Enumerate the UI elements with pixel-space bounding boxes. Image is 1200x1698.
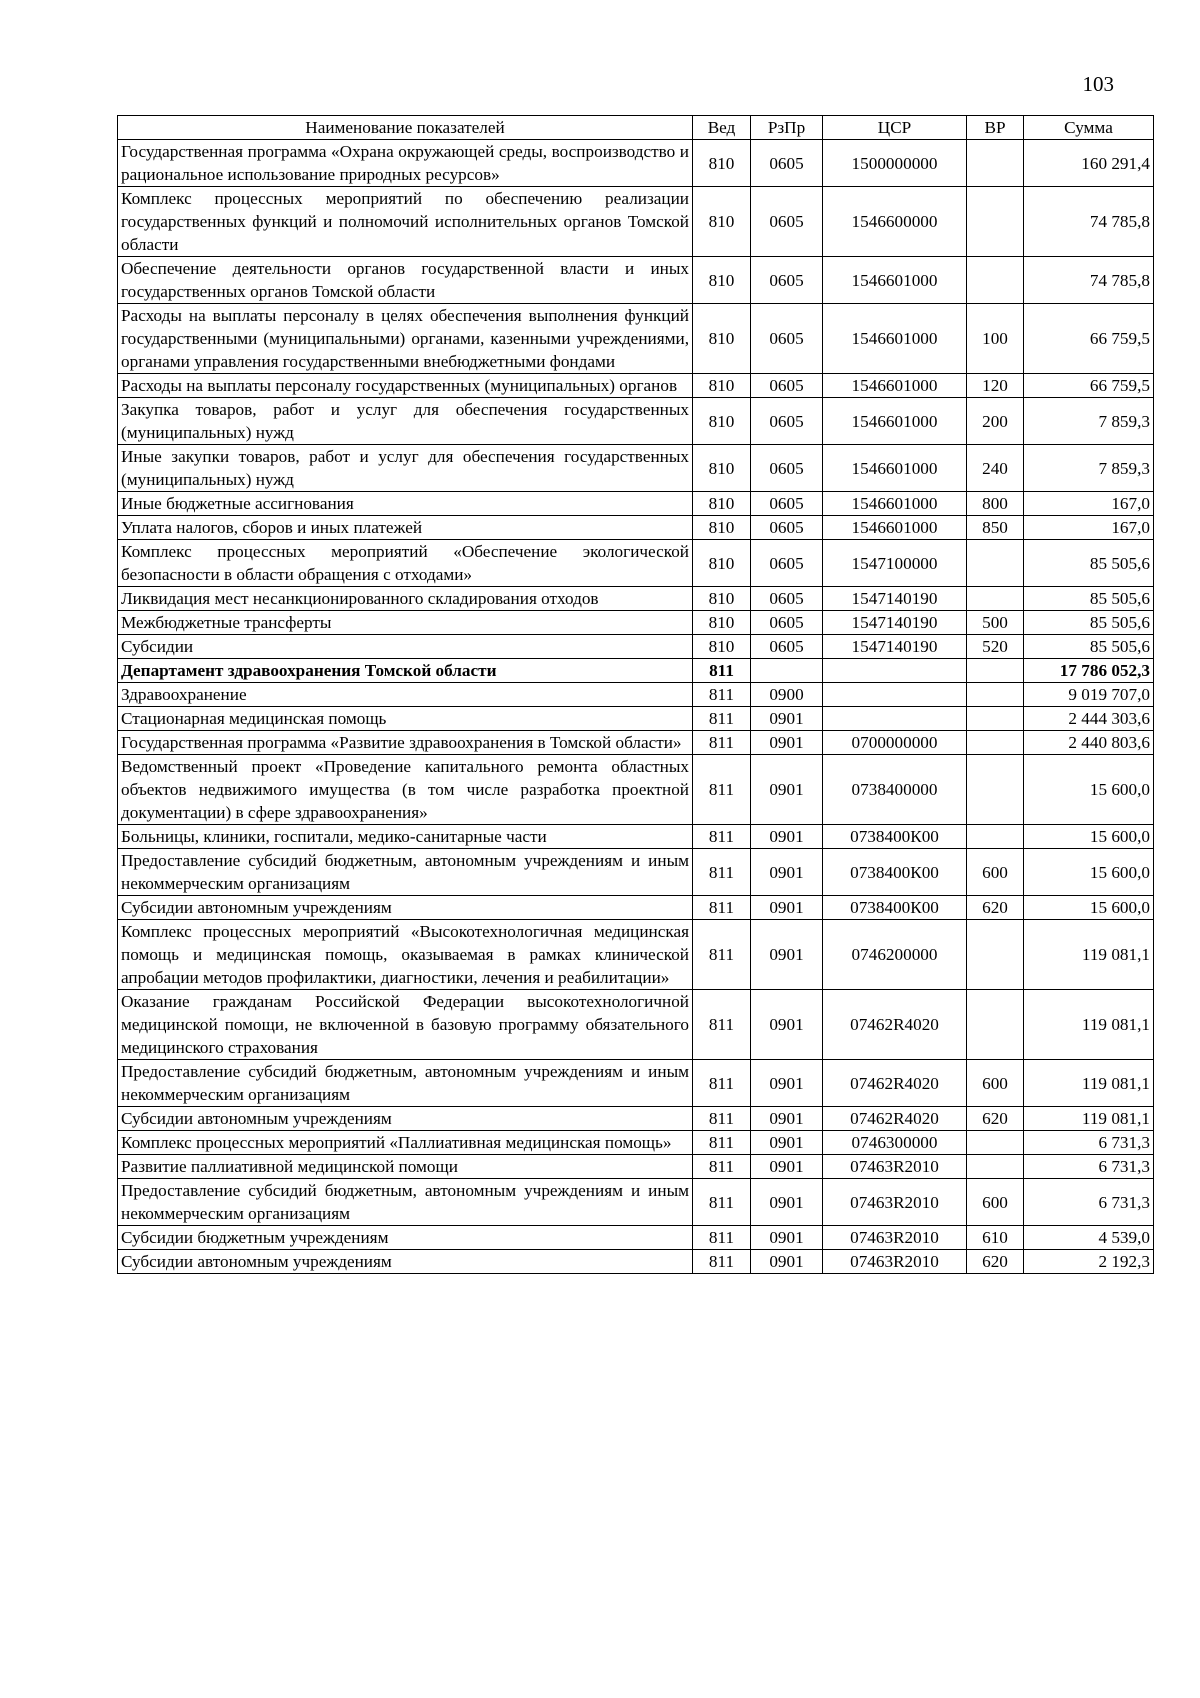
- row-rzpr: 0605: [751, 540, 823, 587]
- row-ved: 810: [693, 304, 751, 374]
- row-csr: 07463R2010: [823, 1226, 967, 1250]
- table-row: [118, 540, 1154, 587]
- row-vr: 610: [967, 1226, 1024, 1250]
- table-row: [118, 587, 1154, 611]
- row-csr: 1546601000: [823, 516, 967, 540]
- row-vr: 600: [967, 849, 1024, 896]
- row-ved: 811: [693, 990, 751, 1060]
- row-ved: 811: [693, 1250, 751, 1274]
- row-name: Комплекс процессных мероприятий «Паллиативная медицинская помощь»: [118, 1131, 693, 1155]
- row-rzpr: 0605: [751, 445, 823, 492]
- row-name: Закупка товаров, работ и услуг для обеспечения государственных (муниципальных) нужд: [118, 398, 693, 445]
- row-rzpr: 0901: [751, 825, 823, 849]
- row-vr: 120: [967, 374, 1024, 398]
- row-name: Комплекс процессных мероприятий «Высокотехнологичная медицинская помощь и медицинская помощь, оказываемая в рамках клинической апробации методов профилактики, диагностики, лечения и реабилитации»: [118, 920, 693, 990]
- row-csr: 1546601000: [823, 257, 967, 304]
- row-csr: 1546601000: [823, 398, 967, 445]
- row-sum: 85 505,6: [1024, 611, 1154, 635]
- table-row: [118, 659, 1154, 683]
- header-csr: ЦСР: [823, 116, 967, 140]
- table-row: [118, 849, 1154, 896]
- row-rzpr: 0605: [751, 257, 823, 304]
- row-csr: 1500000000: [823, 140, 967, 187]
- row-csr: 1546601000: [823, 445, 967, 492]
- row-sum: 15 600,0: [1024, 849, 1154, 896]
- table-row: [118, 755, 1154, 825]
- row-rzpr: 0901: [751, 1250, 823, 1274]
- row-sum: 119 081,1: [1024, 1107, 1154, 1131]
- header-vr: ВР: [967, 116, 1024, 140]
- row-name: Обеспечение деятельности органов государственной власти и иных государственных органов Томской области: [118, 257, 693, 304]
- row-csr: 07462R4020: [823, 1107, 967, 1131]
- row-ved: 811: [693, 1155, 751, 1179]
- table-row: [118, 990, 1154, 1060]
- row-vr: 240: [967, 445, 1024, 492]
- row-rzpr: 0901: [751, 990, 823, 1060]
- row-sum: 2 440 803,6: [1024, 731, 1154, 755]
- row-vr: 200: [967, 398, 1024, 445]
- table-row: [118, 1131, 1154, 1155]
- row-sum: 9 019 707,0: [1024, 683, 1154, 707]
- row-csr: 1546601000: [823, 492, 967, 516]
- row-name: Оказание гражданам Российской Федерации высокотехнологичной медицинской помощи, не включенной в базовую программу обязательного медицинского страхования: [118, 990, 693, 1060]
- table-row: [118, 611, 1154, 635]
- table-row: [118, 187, 1154, 257]
- row-rzpr: 0901: [751, 920, 823, 990]
- row-sum: 66 759,5: [1024, 374, 1154, 398]
- table-row: [118, 1060, 1154, 1107]
- row-name: Предоставление субсидий бюджетным, автономным учреждениям и иным некоммерческим организациям: [118, 1179, 693, 1226]
- table-row: [118, 1250, 1154, 1274]
- row-ved: 810: [693, 540, 751, 587]
- row-sum: 85 505,6: [1024, 587, 1154, 611]
- row-ved: 810: [693, 187, 751, 257]
- row-vr: 800: [967, 492, 1024, 516]
- row-vr: 620: [967, 1250, 1024, 1274]
- row-sum: 2 444 303,6: [1024, 707, 1154, 731]
- row-rzpr: 0901: [751, 1060, 823, 1107]
- row-sum: 6 731,3: [1024, 1131, 1154, 1155]
- row-vr: 850: [967, 516, 1024, 540]
- row-name: Субсидии автономным учреждениям: [118, 1250, 693, 1274]
- row-ved: 811: [693, 1179, 751, 1226]
- row-name: Здравоохранение: [118, 683, 693, 707]
- row-vr: [967, 540, 1024, 587]
- row-vr: [967, 731, 1024, 755]
- row-name: Уплата налогов, сборов и иных платежей: [118, 516, 693, 540]
- row-sum: 7 859,3: [1024, 398, 1154, 445]
- row-csr: 1547140190: [823, 611, 967, 635]
- row-ved: 811: [693, 896, 751, 920]
- table-row: [118, 896, 1154, 920]
- row-name: Ведомственный проект «Проведение капитального ремонта областных объектов недвижимого имущества (в том числе разработка проектной документации) в сфере здравоохранения»: [118, 755, 693, 825]
- header-ved: Вед: [693, 116, 751, 140]
- table-header-row: [118, 116, 1154, 140]
- table-row: [118, 920, 1154, 990]
- row-vr: [967, 587, 1024, 611]
- row-ved: 810: [693, 587, 751, 611]
- row-ved: 810: [693, 140, 751, 187]
- row-csr: 0738400К00: [823, 825, 967, 849]
- row-sum: 66 759,5: [1024, 304, 1154, 374]
- row-csr: 1547140190: [823, 635, 967, 659]
- table-row: [118, 398, 1154, 445]
- row-name: Предоставление субсидий бюджетным, автономным учреждениям и иным некоммерческим организациям: [118, 1060, 693, 1107]
- row-name: Субсидии: [118, 635, 693, 659]
- table-row: [118, 374, 1154, 398]
- row-csr: 07462R4020: [823, 1060, 967, 1107]
- row-rzpr: 0605: [751, 398, 823, 445]
- page-number: 103: [1082, 72, 1114, 96]
- table-row: [118, 304, 1154, 374]
- row-ved: 811: [693, 1060, 751, 1107]
- row-rzpr: 0605: [751, 635, 823, 659]
- row-ved: 811: [693, 1107, 751, 1131]
- row-sum: 6 731,3: [1024, 1179, 1154, 1226]
- row-csr: 1547100000: [823, 540, 967, 587]
- table-row: [118, 516, 1154, 540]
- row-rzpr: 0901: [751, 755, 823, 825]
- row-csr: 0738400К00: [823, 896, 967, 920]
- row-name: Государственная программа «Развитие здравоохранения в Томской области»: [118, 731, 693, 755]
- row-sum: 160 291,4: [1024, 140, 1154, 187]
- row-rzpr: 0901: [751, 1131, 823, 1155]
- table-row: [118, 492, 1154, 516]
- row-ved: 811: [693, 1131, 751, 1155]
- table-body: [118, 140, 1154, 1274]
- row-rzpr: 0901: [751, 707, 823, 731]
- row-sum: 119 081,1: [1024, 990, 1154, 1060]
- row-sum: 167,0: [1024, 492, 1154, 516]
- row-ved: 811: [693, 659, 751, 683]
- row-sum: 15 600,0: [1024, 825, 1154, 849]
- row-vr: [967, 1131, 1024, 1155]
- row-vr: [967, 257, 1024, 304]
- row-ved: 811: [693, 1226, 751, 1250]
- row-name: Комплекс процессных мероприятий «Обеспечение экологической безопасности в области обращения с отходами»: [118, 540, 693, 587]
- table-row: [118, 683, 1154, 707]
- row-ved: 811: [693, 755, 751, 825]
- row-name: Развитие паллиативной медицинской помощи: [118, 1155, 693, 1179]
- row-csr: 1546601000: [823, 374, 967, 398]
- row-vr: [967, 920, 1024, 990]
- row-name: Иные закупки товаров, работ и услуг для обеспечения государственных (муниципальных) нужд: [118, 445, 693, 492]
- table-row: [118, 1179, 1154, 1226]
- row-vr: [967, 990, 1024, 1060]
- row-rzpr: 0605: [751, 304, 823, 374]
- table-row: [118, 140, 1154, 187]
- table-row: [118, 825, 1154, 849]
- row-rzpr: 0605: [751, 140, 823, 187]
- table-row: [118, 445, 1154, 492]
- row-csr: 0746300000: [823, 1131, 967, 1155]
- row-vr: [967, 187, 1024, 257]
- row-vr: [967, 140, 1024, 187]
- row-vr: [967, 755, 1024, 825]
- row-sum: 74 785,8: [1024, 187, 1154, 257]
- row-csr: 1546600000: [823, 187, 967, 257]
- row-sum: 15 600,0: [1024, 755, 1154, 825]
- row-name: Субсидии автономным учреждениям: [118, 896, 693, 920]
- row-sum: 119 081,1: [1024, 920, 1154, 990]
- row-name: Расходы на выплаты персоналу в целях обеспечения выполнения функций государственными (муниципальными) органами, казенными учреждениями, органами управления государственными внебюджетными фондами: [118, 304, 693, 374]
- row-name: Стационарная медицинская помощь: [118, 707, 693, 731]
- row-vr: [967, 659, 1024, 683]
- row-ved: 810: [693, 611, 751, 635]
- row-rzpr: 0900: [751, 683, 823, 707]
- row-rzpr: 0901: [751, 1179, 823, 1226]
- row-rzpr: 0605: [751, 516, 823, 540]
- row-sum: 6 731,3: [1024, 1155, 1154, 1179]
- row-name: Межбюджетные трансферты: [118, 611, 693, 635]
- row-name: Государственная программа «Охрана окружающей среды, воспроизводство и рациональное использование природных ресурсов»: [118, 140, 693, 187]
- header-name: Наименование показателей: [118, 116, 693, 140]
- row-name: Субсидии автономным учреждениям: [118, 1107, 693, 1131]
- row-name: Субсидии бюджетным учреждениям: [118, 1226, 693, 1250]
- row-name: Расходы на выплаты персоналу государственных (муниципальных) органов: [118, 374, 693, 398]
- row-sum: 85 505,6: [1024, 540, 1154, 587]
- row-rzpr: 0605: [751, 187, 823, 257]
- row-ved: 810: [693, 516, 751, 540]
- row-name: Предоставление субсидий бюджетным, автономным учреждениям и иным некоммерческим организациям: [118, 849, 693, 896]
- row-ved: 811: [693, 683, 751, 707]
- row-rzpr: 0901: [751, 1107, 823, 1131]
- row-sum: 15 600,0: [1024, 896, 1154, 920]
- row-ved: 811: [693, 920, 751, 990]
- row-vr: [967, 825, 1024, 849]
- row-ved: 810: [693, 635, 751, 659]
- row-ved: 811: [693, 707, 751, 731]
- row-ved: 810: [693, 257, 751, 304]
- row-vr: 100: [967, 304, 1024, 374]
- row-sum: 167,0: [1024, 516, 1154, 540]
- row-csr: 07462R4020: [823, 990, 967, 1060]
- row-vr: 620: [967, 1107, 1024, 1131]
- table-row: [118, 1155, 1154, 1179]
- row-name: Департамент здравоохранения Томской области: [118, 659, 693, 683]
- row-vr: [967, 1155, 1024, 1179]
- row-rzpr: 0605: [751, 611, 823, 635]
- header-sum: Сумма: [1024, 116, 1154, 140]
- row-csr: 1547140190: [823, 587, 967, 611]
- row-sum: 74 785,8: [1024, 257, 1154, 304]
- row-vr: 620: [967, 896, 1024, 920]
- row-csr: 0700000000: [823, 731, 967, 755]
- row-rzpr: 0901: [751, 731, 823, 755]
- row-sum: 7 859,3: [1024, 445, 1154, 492]
- row-csr: 0738400000: [823, 755, 967, 825]
- row-sum: 4 539,0: [1024, 1226, 1154, 1250]
- row-vr: [967, 707, 1024, 731]
- row-ved: 811: [693, 849, 751, 896]
- row-rzpr: 0605: [751, 492, 823, 516]
- row-ved: 810: [693, 374, 751, 398]
- table-row: [118, 731, 1154, 755]
- row-csr: 07463R2010: [823, 1155, 967, 1179]
- row-csr: 0738400К00: [823, 849, 967, 896]
- row-ved: 810: [693, 445, 751, 492]
- row-csr: [823, 683, 967, 707]
- row-vr: 600: [967, 1179, 1024, 1226]
- table-row: [118, 707, 1154, 731]
- row-rzpr: 0901: [751, 849, 823, 896]
- row-vr: 600: [967, 1060, 1024, 1107]
- row-csr: [823, 659, 967, 683]
- row-vr: [967, 683, 1024, 707]
- row-name: Больницы, клиники, госпитали, медико-санитарные части: [118, 825, 693, 849]
- row-rzpr: 0605: [751, 587, 823, 611]
- row-name: Иные бюджетные ассигнования: [118, 492, 693, 516]
- row-ved: 811: [693, 825, 751, 849]
- row-csr: 07463R2010: [823, 1250, 967, 1274]
- row-ved: 810: [693, 398, 751, 445]
- row-ved: 811: [693, 731, 751, 755]
- table-row: [118, 257, 1154, 304]
- row-sum: 17 786 052,3: [1024, 659, 1154, 683]
- row-vr: 520: [967, 635, 1024, 659]
- row-csr: [823, 707, 967, 731]
- row-vr: 500: [967, 611, 1024, 635]
- row-rzpr: [751, 659, 823, 683]
- row-sum: 119 081,1: [1024, 1060, 1154, 1107]
- row-csr: 0746200000: [823, 920, 967, 990]
- budget-table: [117, 115, 1154, 1274]
- row-csr: 07463R2010: [823, 1179, 967, 1226]
- header-rzpr: РзПр: [751, 116, 823, 140]
- table-row: [118, 635, 1154, 659]
- table-row: [118, 1226, 1154, 1250]
- row-sum: 85 505,6: [1024, 635, 1154, 659]
- row-ved: 810: [693, 492, 751, 516]
- row-name: Комплекс процессных мероприятий по обеспечению реализации государственных функций и полномочий исполнительных органов Томской области: [118, 187, 693, 257]
- row-sum: 2 192,3: [1024, 1250, 1154, 1274]
- row-name: Ликвидация мест несанкционированного складирования отходов: [118, 587, 693, 611]
- row-rzpr: 0901: [751, 1226, 823, 1250]
- table-row: [118, 1107, 1154, 1131]
- row-rzpr: 0901: [751, 896, 823, 920]
- row-csr: 1546601000: [823, 304, 967, 374]
- row-rzpr: 0605: [751, 374, 823, 398]
- row-rzpr: 0901: [751, 1155, 823, 1179]
